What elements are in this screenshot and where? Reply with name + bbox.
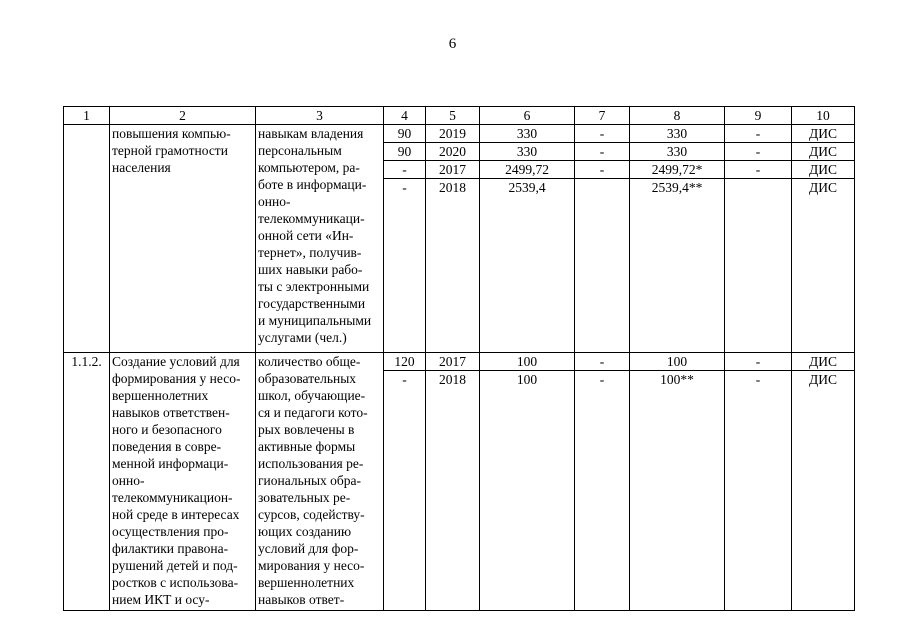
column-number: 1 [64, 107, 110, 125]
funding-col8: 100 [630, 353, 725, 371]
total-funding: 2539,4 [480, 179, 575, 353]
column-number: 3 [256, 107, 384, 125]
funding-col9: - [725, 143, 792, 161]
total-funding: 100 [480, 371, 575, 611]
indicator-value: - [384, 371, 426, 611]
column-number-row [64, 107, 855, 125]
item-number [64, 125, 110, 353]
year: 2018 [426, 371, 480, 611]
executor: ДИС [792, 161, 855, 179]
funding-col8: 2539,4** [630, 179, 725, 353]
funding-col7: - [575, 161, 630, 179]
indicator-value: 120 [384, 353, 426, 371]
funding-col9: - [725, 161, 792, 179]
column-number: 5 [426, 107, 480, 125]
table-row [64, 353, 855, 371]
column-number: 4 [384, 107, 426, 125]
funding-col8: 330 [630, 143, 725, 161]
indicator-name: навыкам владения персональным компьютером, ра- боте в информаци- онно- телекоммуникаци- онной сети «Ин- тернет», получив- ших навыки рабо- ты с электронными государственными и муниципальными услугами (чел.) [256, 125, 384, 353]
activity-name: повышения компью- терной грамотности населения [110, 125, 256, 353]
funding-col8: 100** [630, 371, 725, 611]
funding-col9 [725, 179, 792, 353]
executor: ДИС [792, 371, 855, 611]
column-number: 8 [630, 107, 725, 125]
year: 2017 [426, 353, 480, 371]
funding-col7 [575, 179, 630, 353]
total-funding: 100 [480, 353, 575, 371]
total-funding: 330 [480, 143, 575, 161]
year: 2020 [426, 143, 480, 161]
executor: ДИС [792, 179, 855, 353]
total-funding: 330 [480, 125, 575, 143]
activity-name: Создание условий для формирования у несо- вершеннолетних навыков ответствен- ного и безопасного поведения в совре- менной информаци- онно- телекоммуникацион- ной среде в интересах осуществления про- филактики правона- рушений детей и под- ростков с использова- нием ИКТ и осу- [110, 353, 256, 611]
executor: ДИС [792, 353, 855, 371]
indicator-name: количество обще- образовательных школ, обучающие- ся и педагоги кото- рых вовлечены в активные формы использования ре- гиональных обра- зовательных ре- сурсов, содейству- ющих созданию условий для фор- мирования у несо- вершеннолетних навыков ответ- [256, 353, 384, 611]
funding-col7: - [575, 353, 630, 371]
funding-col9: - [725, 371, 792, 611]
item-number: 1.1.2. [64, 353, 110, 611]
funding-col8: 2499,72* [630, 161, 725, 179]
column-number: 7 [575, 107, 630, 125]
executor: ДИС [792, 125, 855, 143]
indicator-value: - [384, 179, 426, 353]
year: 2017 [426, 161, 480, 179]
program-table [63, 106, 855, 611]
year: 2018 [426, 179, 480, 353]
indicator-value: - [384, 161, 426, 179]
funding-col7: - [575, 371, 630, 611]
funding-col9: - [725, 353, 792, 371]
executor: ДИС [792, 143, 855, 161]
funding-col7: - [575, 125, 630, 143]
funding-col9: - [725, 125, 792, 143]
year: 2019 [426, 125, 480, 143]
funding-col8: 330 [630, 125, 725, 143]
column-number: 9 [725, 107, 792, 125]
column-number: 6 [480, 107, 575, 125]
total-funding: 2499,72 [480, 161, 575, 179]
indicator-value: 90 [384, 125, 426, 143]
page-number: 6 [448, 36, 457, 52]
table-row [64, 125, 855, 143]
indicator-value: 90 [384, 143, 426, 161]
column-number: 10 [792, 107, 855, 125]
column-number: 2 [110, 107, 256, 125]
funding-col7: - [575, 143, 630, 161]
